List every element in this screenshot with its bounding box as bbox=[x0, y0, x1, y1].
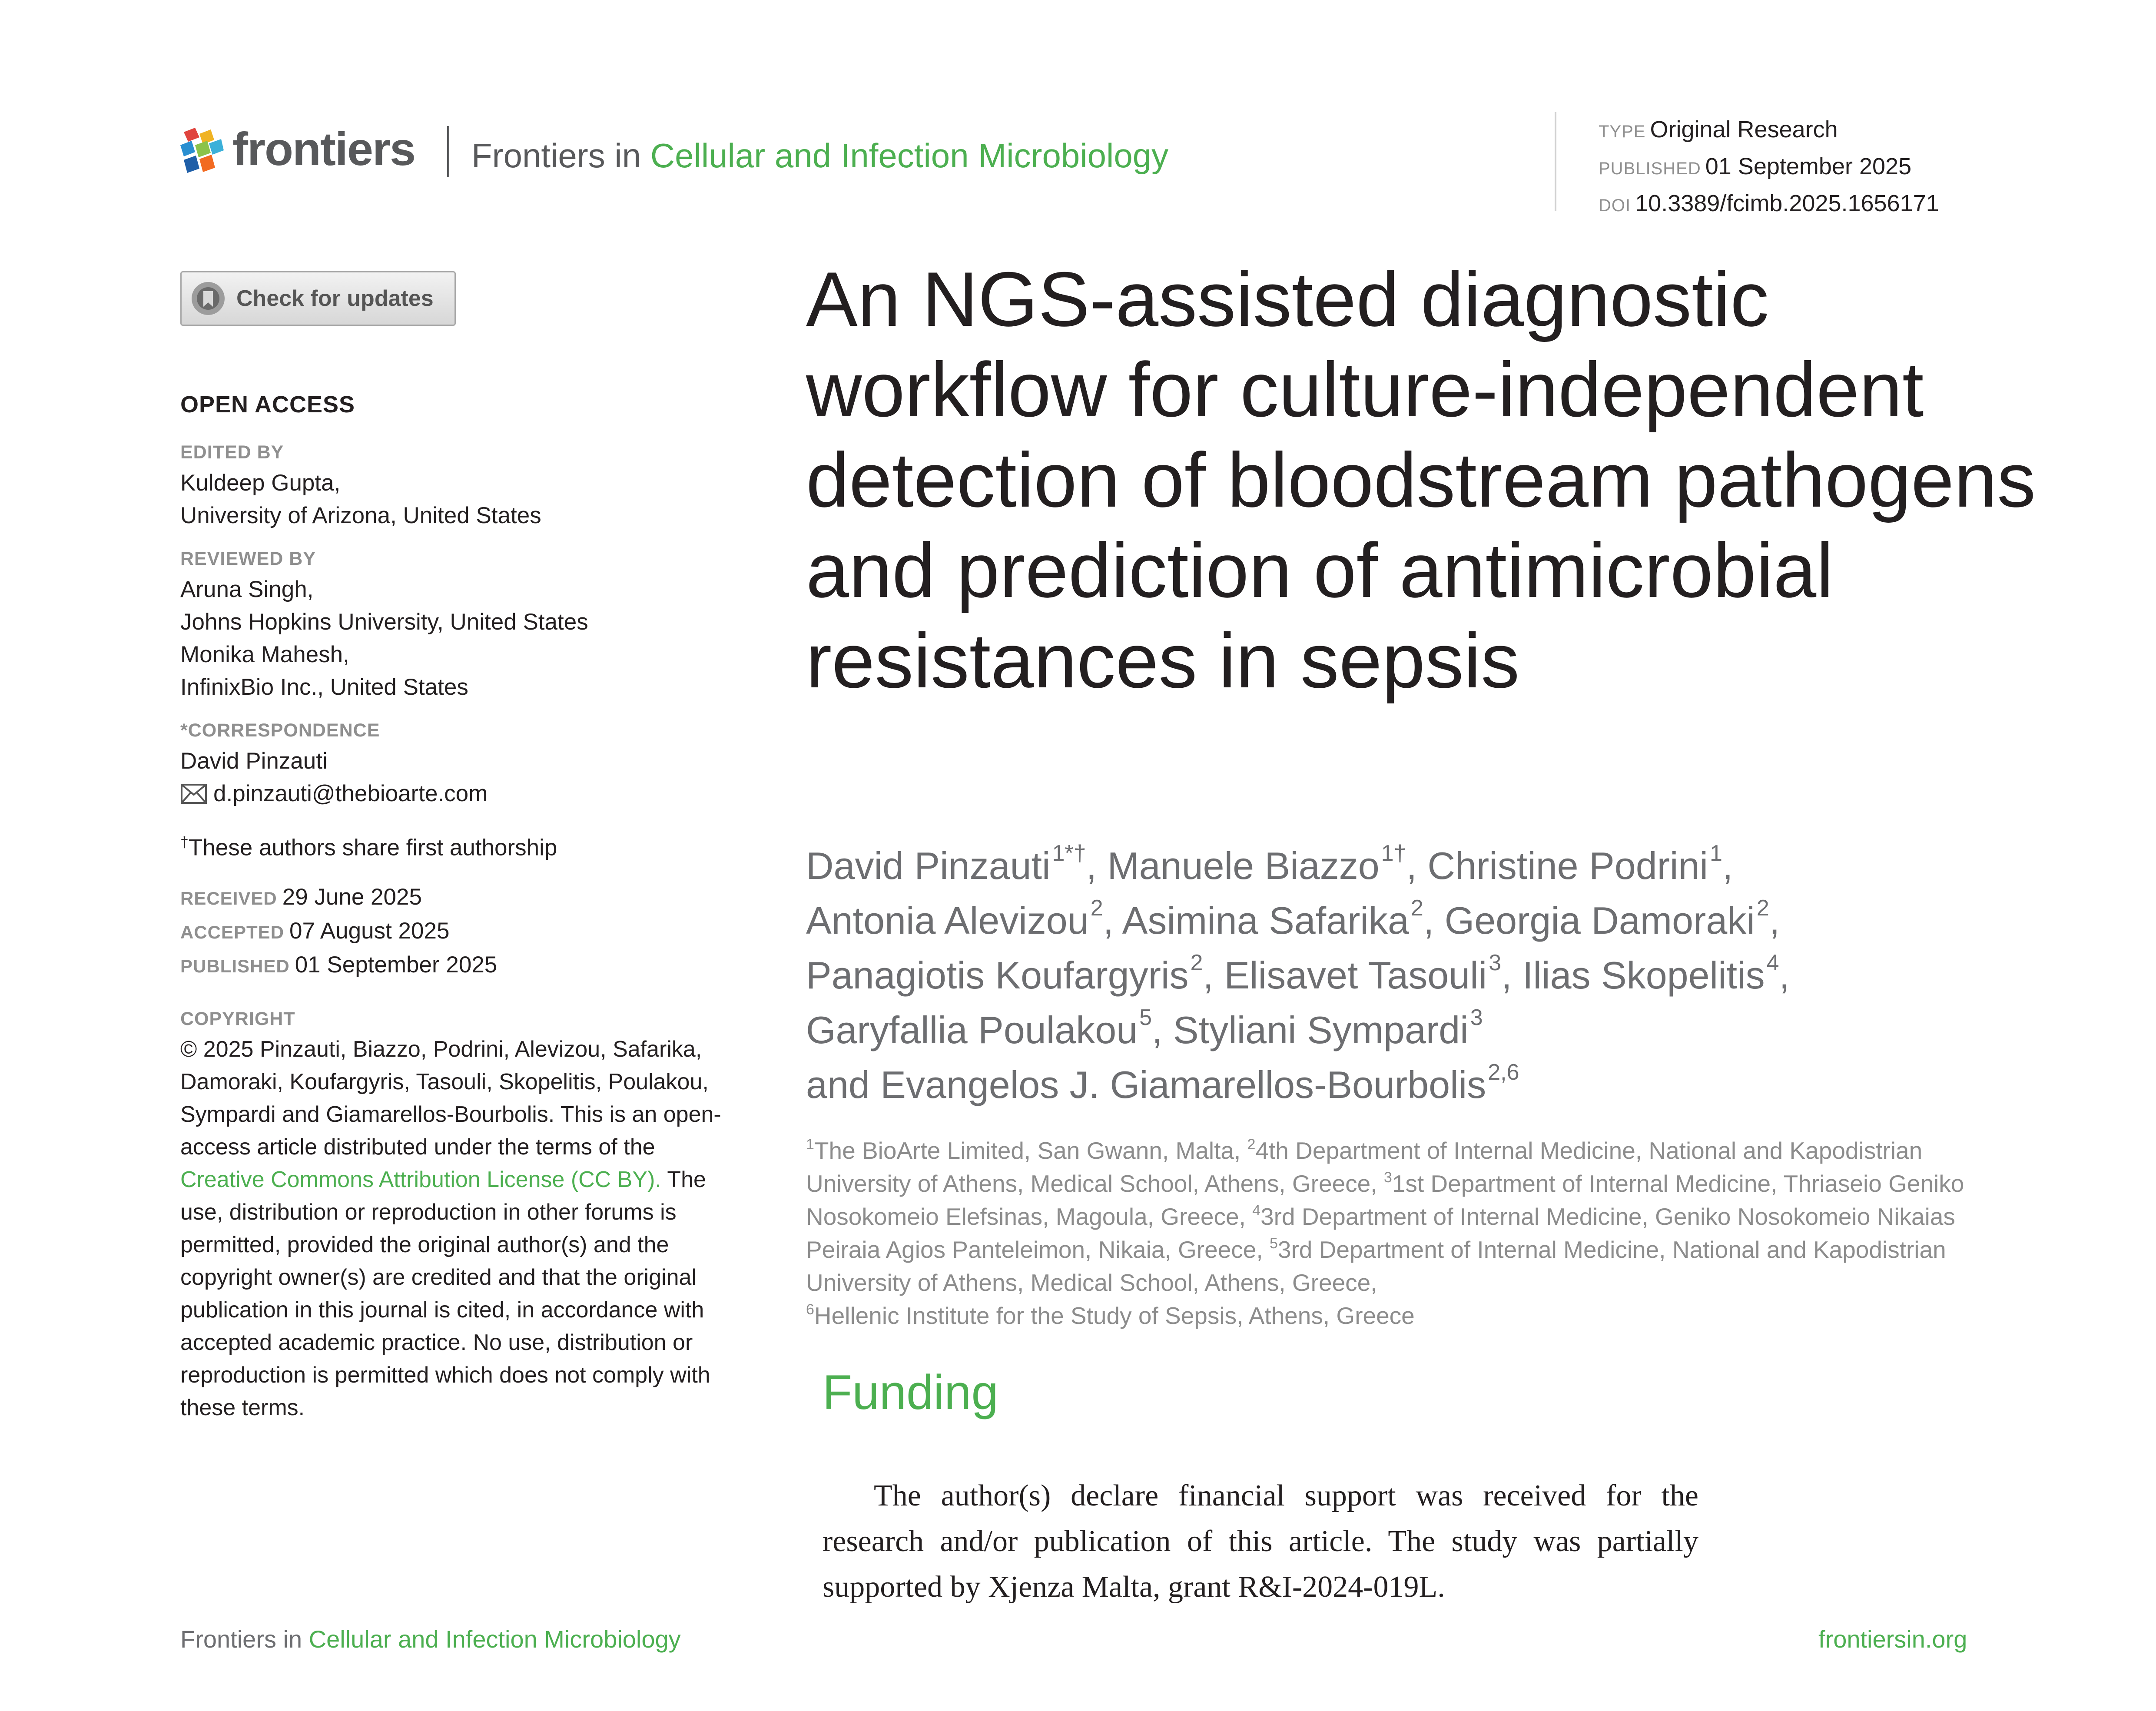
reviewed-by-section bbox=[180, 548, 723, 703]
author-list bbox=[806, 839, 2066, 1112]
journal-prefix: Frontiers in bbox=[471, 136, 641, 175]
copyright-label: COPYRIGHT bbox=[180, 1008, 295, 1029]
dagger-mark: † bbox=[180, 834, 189, 851]
journal-header bbox=[471, 136, 1168, 176]
author: Antonia Alevizou$^2$, bbox=[806, 895, 1122, 942]
meta-doi-value[interactable]: 10.3389/fcimb.2025.1656171 bbox=[1635, 190, 1939, 216]
received-row bbox=[180, 881, 723, 915]
author: Elisavet Tasouli$^3$, bbox=[1224, 950, 1523, 997]
meta-type bbox=[1599, 112, 1939, 149]
sidebar bbox=[180, 391, 723, 1441]
correspondence-email-row bbox=[180, 777, 723, 810]
author: Panagiotis Koufargyris$^2$, bbox=[806, 950, 1224, 997]
affiliation-number: 3 bbox=[1383, 1169, 1392, 1186]
header-divider bbox=[447, 126, 449, 177]
frontiers-wordmark: frontiers bbox=[232, 123, 415, 175]
published-value: 01 September 2025 bbox=[295, 952, 498, 978]
author: David Pinzauti$^{1*\dagger}$, bbox=[806, 841, 1108, 887]
correspondence-section bbox=[180, 720, 723, 810]
accepted-row bbox=[180, 915, 723, 948]
affiliation-number: 4 bbox=[1252, 1202, 1261, 1219]
article-meta bbox=[1599, 112, 1939, 223]
cc-by-license-link[interactable]: Creative Commons Attribution License (CC BY). bbox=[180, 1167, 661, 1192]
editor-name: Kuldeep Gupta, bbox=[180, 470, 341, 496]
published-label: PUBLISHED bbox=[180, 955, 290, 976]
author: Asimina Safarika$^2$, bbox=[1122, 895, 1445, 942]
author: Styliani Sympardi$^3$ bbox=[1173, 1005, 1483, 1051]
journal-name: Cellular and Infection Microbiology bbox=[650, 136, 1169, 175]
affiliation-text: 3rd Department of Internal Medicine, National and Kapodistrian University of Athens, Medical School, Athens, Greece, bbox=[806, 1236, 1946, 1296]
author: Christine Podrini$^1$, bbox=[1427, 841, 1733, 887]
open-access-label: OPEN ACCESS bbox=[180, 391, 355, 418]
funding-body: The author(s) declare financial support was received for the research and/or publication of this article. The study was partially supported by Xjenza Malta, grant R&I-2024-019L. bbox=[823, 1479, 1698, 1604]
correspondence-email[interactable]: d.pinzauti@thebioarte.com bbox=[213, 781, 488, 806]
author: Georgia Damoraki$^2$, bbox=[1444, 895, 1780, 942]
frontiers-logo-icon bbox=[180, 128, 224, 179]
affiliation-number: 2 bbox=[1247, 1136, 1256, 1153]
affiliation-text: 4th Department of Internal Medicine, National and Kapodistrian University of Athens, Medical School, Athens, Greece, bbox=[806, 1137, 1923, 1197]
accepted-label: ACCEPTED bbox=[180, 922, 285, 942]
affiliation-text: Hellenic Institute for the Study of Sepsis, Athens, Greece bbox=[814, 1302, 1415, 1329]
first-authorship-text: These authors share first authorship bbox=[188, 835, 557, 861]
editor-affiliation: University of Arizona, United States bbox=[180, 503, 541, 528]
edited-by-label: EDITED BY bbox=[180, 442, 284, 463]
affiliation-text: The BioArte Limited, San Gwann, Malta, bbox=[814, 1137, 1247, 1164]
funding-heading: Funding bbox=[823, 1365, 998, 1419]
meta-published bbox=[1599, 149, 1939, 186]
dates-section bbox=[180, 881, 723, 982]
meta-divider bbox=[1555, 112, 1556, 211]
copyright-text-continued: The use, distribution or reproduction in other forums is permitted, provided the original author(s) and the copyright owner(s) are credited and that the original publication in this journal is cited, in accordance with accepted academic practice. No use, distribution or reproduction is permitted which does not comply with these terms. bbox=[180, 1167, 710, 1420]
article-title: An NGS-assisted diagnostic workflow for culture-independent detection of bloodstream pathogens and prediction of antimicrobial resistances in sepsis bbox=[806, 256, 2036, 704]
affiliation-text: 3rd Department of Internal Medicine, Geniko Nosokomeio Nikaias Peiraia Agios Panteleimon, Nikaia, Greece, bbox=[806, 1203, 1955, 1263]
footer-journal-prefix: Frontiers in bbox=[180, 1625, 302, 1653]
edited-by-section bbox=[180, 442, 723, 532]
affiliation-text: 1st Department of Internal Medicine, Thriaseio Geniko Nosokomeio Elefsinas, Magoula, Greece, bbox=[806, 1170, 1964, 1230]
accepted-value: 07 August 2025 bbox=[289, 918, 450, 944]
footer-journal bbox=[180, 1625, 681, 1653]
reviewer-affiliation: Johns Hopkins University, United States bbox=[180, 609, 588, 635]
envelope-icon bbox=[180, 783, 207, 804]
check-updates-icon bbox=[190, 281, 226, 316]
meta-type-label: TYPE bbox=[1599, 122, 1646, 141]
author: Garyfallia Poulakou$^5$, bbox=[806, 1005, 1173, 1051]
author: Ilias Skopelitis$^4$, bbox=[1522, 950, 1790, 997]
reviewer-name: Aruna Singh, bbox=[180, 577, 314, 602]
meta-doi-label: DOI bbox=[1599, 196, 1631, 215]
received-label: RECEIVED bbox=[180, 888, 277, 909]
affiliations bbox=[806, 1134, 1979, 1332]
correspondence-name: David Pinzauti bbox=[180, 748, 328, 774]
footer-site-link[interactable]: frontiersin.org bbox=[1818, 1625, 1967, 1653]
meta-doi bbox=[1599, 186, 1939, 223]
copyright-body bbox=[180, 1033, 723, 1424]
check-updates-label: Check for updates bbox=[236, 286, 434, 311]
meta-type-value: Original Research bbox=[1650, 116, 1838, 143]
first-authorship-note bbox=[180, 826, 723, 864]
copyright-text: © 2025 Pinzauti, Biazzo, Podrini, Alevizou, Safarika, Damoraki, Koufargyris, Tasouli, Skopelitis, Poulakou, Sympardi and Giamarellos-Bourbolis. This is an open-access article distributed under the terms of the bbox=[180, 1036, 721, 1160]
author: and Evangelos J. Giamarellos-Bourbolis$^{2,6}$ bbox=[806, 1060, 1519, 1106]
meta-published-label: PUBLISHED bbox=[1599, 159, 1701, 178]
author: Manuele Biazzo$^{1\dagger}$, bbox=[1107, 841, 1428, 887]
meta-published-value: 01 September 2025 bbox=[1705, 153, 1912, 179]
copyright-section bbox=[180, 1008, 723, 1424]
reviewer-name: Monika Mahesh, bbox=[180, 642, 349, 667]
footer-journal-name: Cellular and Infection Microbiology bbox=[308, 1625, 681, 1653]
reviewed-by-label: REVIEWED BY bbox=[180, 548, 316, 569]
check-for-updates-button[interactable] bbox=[180, 271, 456, 326]
affiliation-number: 5 bbox=[1269, 1235, 1278, 1252]
received-value: 29 June 2025 bbox=[282, 884, 422, 910]
affiliation-number: 6 bbox=[806, 1301, 814, 1318]
reviewer-affiliation: InfinixBio Inc., United States bbox=[180, 674, 468, 700]
published-row bbox=[180, 948, 723, 982]
correspondence-label: *CORRESPONDENCE bbox=[180, 720, 380, 741]
affiliation-number: 1 bbox=[806, 1136, 814, 1153]
